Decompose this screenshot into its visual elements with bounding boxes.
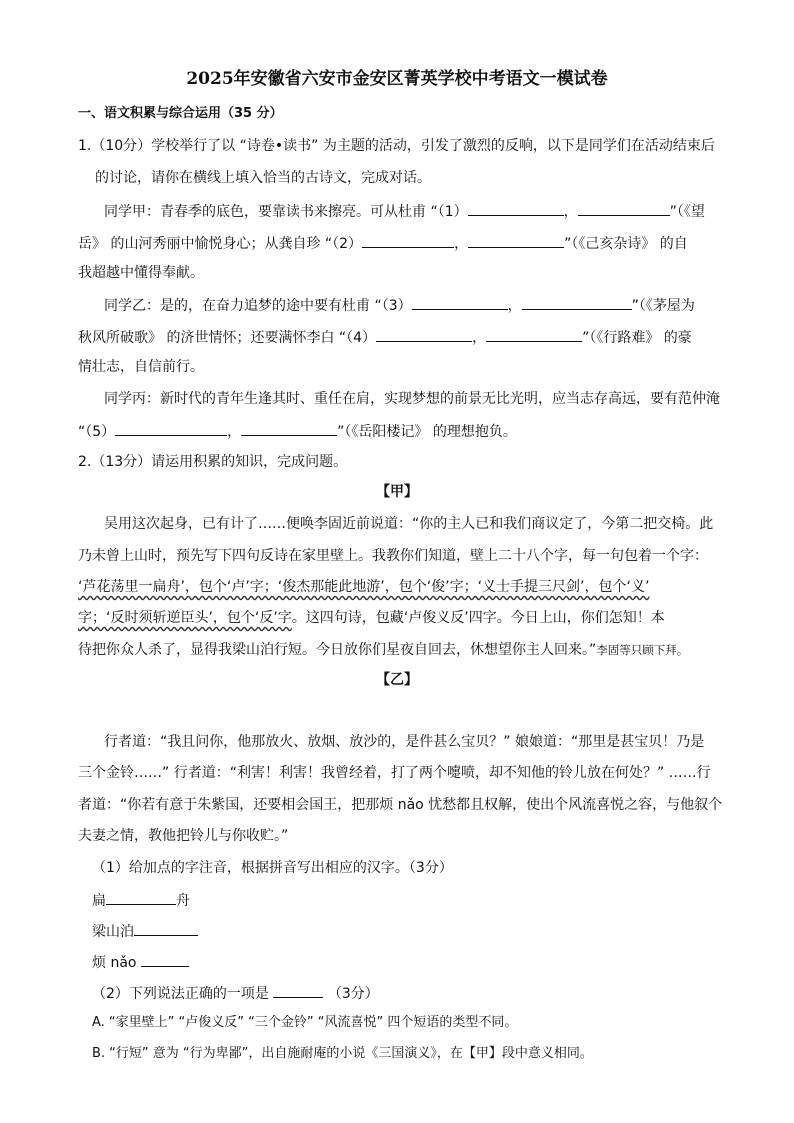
passage-yi-label: 【乙】 bbox=[376, 672, 418, 688]
q1-classmate-yi-line-2: 秋风所破歌》 的济世情怀；还要满怀李白 “（4） ， ”（《行路难》 的豪 bbox=[78, 326, 692, 348]
answer-blank-5b[interactable] bbox=[241, 420, 337, 436]
sub-question-2: （2）下列说法正确的一项是 （3分） bbox=[92, 982, 379, 1004]
q1-classmate-jia-line-2: 岳》 的山河秀丽中愉悦身心；从龚自珍 “（2） ， ”（《己亥杂诗》 的自 bbox=[78, 232, 688, 254]
answer-blank-pinyin-1[interactable] bbox=[106, 889, 176, 905]
q1-classmate-yi-line-1: 同学乙：是的，在奋力追梦的途中要有杜甫 “（3） ， ”（《茅屋为 bbox=[104, 294, 695, 316]
answer-blank-1b[interactable] bbox=[578, 200, 670, 216]
q1-classmate-bing-line-2: “（5） ， ”（《岳阳楼记》 的理想抱负。 bbox=[78, 420, 517, 442]
word-item-1: 扁 舟 bbox=[92, 889, 190, 911]
passage-yi-line-4: 夫妻之情，教他把铃儿与你收贮。” bbox=[78, 828, 289, 844]
q1-classmate-jia-line-3: 我超越中懂得奉献。 bbox=[78, 265, 204, 281]
answer-blank-5a[interactable] bbox=[115, 420, 227, 436]
passage-jia-label: 【甲】 bbox=[376, 484, 418, 500]
answer-blank-1a[interactable] bbox=[468, 200, 564, 216]
passage-yi-line-1: 行者道：“我且问你，他那放火、放烟、放沙的，是件甚么宝贝？” 娘娘道：“那里是甚宝贝！乃是 bbox=[104, 734, 705, 750]
page-title: 2025年安徽省六安市金安区菁英学校中考语文一模试卷 bbox=[186, 69, 608, 89]
passage-yi-line-3: 者道：“你若有意于朱紫国，还要相会国王，把那烦 nǎo 忧愁都且权解，使出个风流喜悦之容，与他叙个 bbox=[78, 797, 723, 813]
answer-blank-3a[interactable] bbox=[412, 294, 508, 310]
q2-stem: 2.（13分）请运用积累的知识，完成问题。 bbox=[78, 454, 348, 470]
word-item-3: 烦 nǎo bbox=[92, 951, 189, 973]
answer-blank-choice[interactable] bbox=[273, 982, 323, 998]
passage-jia-line-4: 字；‘反时须斩逆臣头’，包个‘反’字。这四句诗，包藏‘卢俊义反’四字。今日上山，你们怎知！本 bbox=[78, 610, 665, 626]
sub-question-1: （1）给加点的字注音，根据拼音写出相应的汉字。（3分） bbox=[92, 860, 453, 876]
answer-blank-hanzi-3[interactable] bbox=[141, 951, 189, 967]
passage-yi-line-2: 三个金铃……” 行者道：“利害！利害！我曾经着，打了两个嚏喷，却不知他的铃儿放在何处？” ……行 bbox=[78, 765, 711, 781]
passage-jia-line-2: 乃未曾上山时，预先写下四句反诗在家里壁上。我教你们知道，壁上二十八个字，每一句包着一个字： bbox=[78, 548, 708, 564]
q1-line-2: 的讨论，请你在横线上填入恰当的古诗文，完成对话。 bbox=[95, 170, 431, 186]
q1-classmate-bing-line-1: 同学丙：新时代的青年生逢其时、重任在肩，实现梦想的前景无比光明，应当志存高远，要有范仲淹 bbox=[104, 391, 720, 407]
answer-blank-4a[interactable] bbox=[376, 326, 472, 342]
passage-jia-line-1: 吴用这次起身，已有计了……便唤李固近前说道：“你的主人已和我们商议定了，今第二把交椅。此 bbox=[104, 516, 714, 532]
q1-classmate-jia-line-1: 同学甲：青春季的底色，要靠读书来擦亮。可从杜甫 “（1） ， ”（《望 bbox=[104, 200, 705, 222]
answer-blank-3b[interactable] bbox=[522, 294, 632, 310]
answer-blank-2a[interactable] bbox=[362, 232, 454, 248]
section-heading: 一、语文积累与综合运用（35 分） bbox=[78, 106, 283, 121]
passage-jia-line-3: ‘芦花荡里一扁舟’，包个‘卢’字；‘俊杰那能此地游’，包个‘俊’字；‘义士手提三尺剑’，包个‘义’ bbox=[78, 579, 650, 595]
answer-blank-4b[interactable] bbox=[486, 326, 582, 342]
answer-blank-2b[interactable] bbox=[468, 232, 564, 248]
q1-classmate-yi-line-3: 情壮志，自信前行。 bbox=[78, 359, 204, 375]
word-item-2: 梁山泊 bbox=[92, 920, 198, 942]
option-a: A. “家里壁上” “卢俊义反” “三个金铃” “风流喜悦” 四个短语的类型不同。 bbox=[92, 1015, 518, 1030]
q1-line-1: 1.（10分）学校举行了以 “诗卷•读书” 为主题的活动，引发了激烈的反响，以下是同学们在活动结束后 bbox=[78, 138, 715, 154]
passage-jia-line-5: 待把你众人杀了，显得我梁山泊行短。今日放你们星夜自回去，休想望你主人回来。”李固等只顾下拜。 bbox=[78, 642, 689, 658]
answer-blank-pinyin-2[interactable] bbox=[134, 920, 198, 936]
option-b: B. “行短” 意为 “行为卑鄙”，出自施耐庵的小说《三国演义》，在【甲】段中意义相同。 bbox=[92, 1046, 593, 1061]
